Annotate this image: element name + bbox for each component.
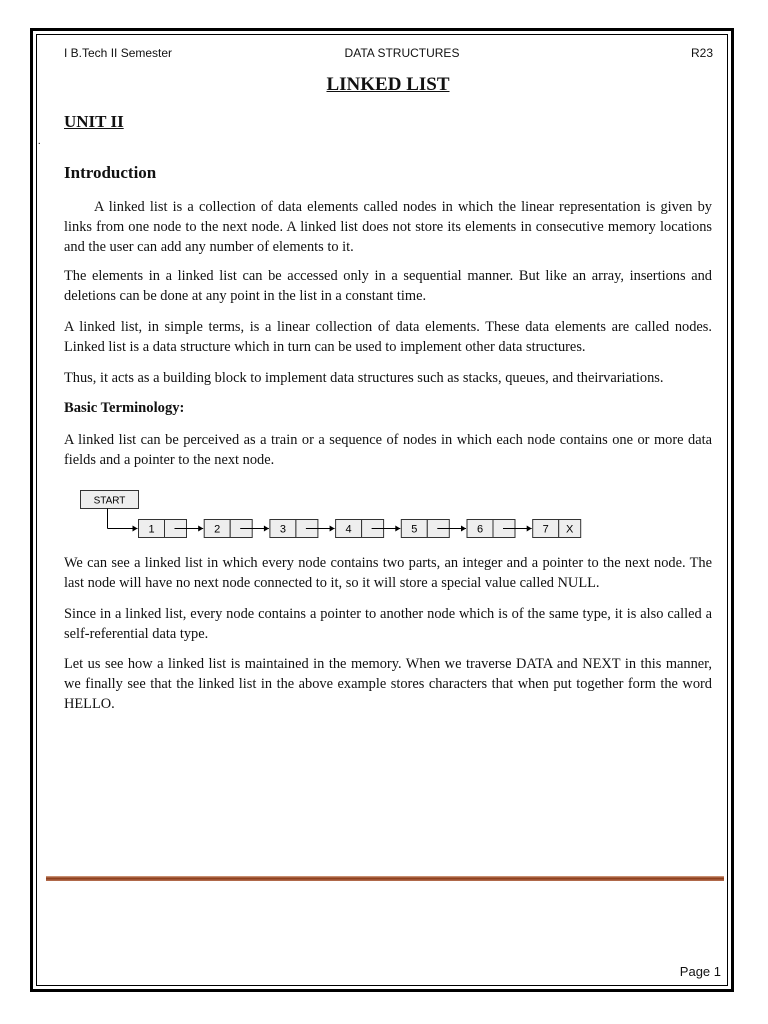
arrow-head xyxy=(395,526,400,532)
arrow-head xyxy=(461,526,466,532)
header-regulation: R23 xyxy=(690,46,713,60)
section-heading-introduction: Introduction xyxy=(64,163,157,182)
node-value: 5 xyxy=(411,523,418,536)
arrow-head xyxy=(264,526,269,532)
page-number: Page 1 xyxy=(679,964,721,979)
paragraph: Let us see how a linked list is maintained in the memory. When we traverse DATA and NEXT in this manner, we finally see that the linked list in the above example stores characters that when put together form the word HELLO. xyxy=(64,656,712,712)
header-course: I B.Tech II Semester xyxy=(64,46,173,60)
node-value: 1 xyxy=(148,523,155,536)
start-label: START xyxy=(93,495,126,507)
section-heading-terminology: Basic Terminology: xyxy=(64,400,185,416)
node-value: 4 xyxy=(345,523,352,536)
paragraph: A linked list can be perceived as a train or a sequence of nodes in which each node contains one or more data fields and a pointer to the next node. xyxy=(64,432,712,468)
arrow-head xyxy=(527,526,532,532)
paragraph: Since in a linked list, every node contains a pointer to another node which is of the same type, it is also called a self-referential data type. xyxy=(64,606,712,642)
arrow-head xyxy=(330,526,335,532)
arrow-head xyxy=(133,526,138,532)
unit-heading: UNIT II xyxy=(64,112,124,131)
node-value: 3 xyxy=(279,523,286,536)
paragraph: A linked list, in simple terms, is a linear collection of data elements. These data elements are called nodes. Linked list is a data structure which in turn can be used to implement other data structures. xyxy=(64,319,712,355)
footer-divider xyxy=(46,876,724,881)
arrow-head xyxy=(198,526,203,532)
page-title: LINKED LIST xyxy=(326,74,450,95)
null-marker: X xyxy=(566,523,574,536)
paragraph: A linked list is a collection of data elements called nodes in which the linear representation is given by links from one node to the next node. A linked list does not store its elements in consecutive memory locations and the user can add any number of elements to it. xyxy=(64,199,712,255)
paragraph: The elements in a linked list can be accessed only in a sequential manner. But like an array, insertions and deletions can be done at any point in the list in a constant time. xyxy=(64,268,712,304)
node-value: 2 xyxy=(214,523,221,536)
paragraph: Thus, it acts as a building block to implement data structures such as stacks, queues, and theirvariations. xyxy=(64,370,664,386)
header-subject: DATA STRUCTURES xyxy=(344,46,460,60)
linked-list-diagram xyxy=(78,488,588,544)
paragraph: We can see a linked list in which every node contains two parts, an integer and a pointer to the next node. The last node will have no next node connected to it, so it will store a special value called NULL. xyxy=(64,555,712,591)
node-value: 6 xyxy=(476,523,484,536)
stray-mark: . xyxy=(38,136,41,147)
node-value: 7 xyxy=(542,523,549,536)
